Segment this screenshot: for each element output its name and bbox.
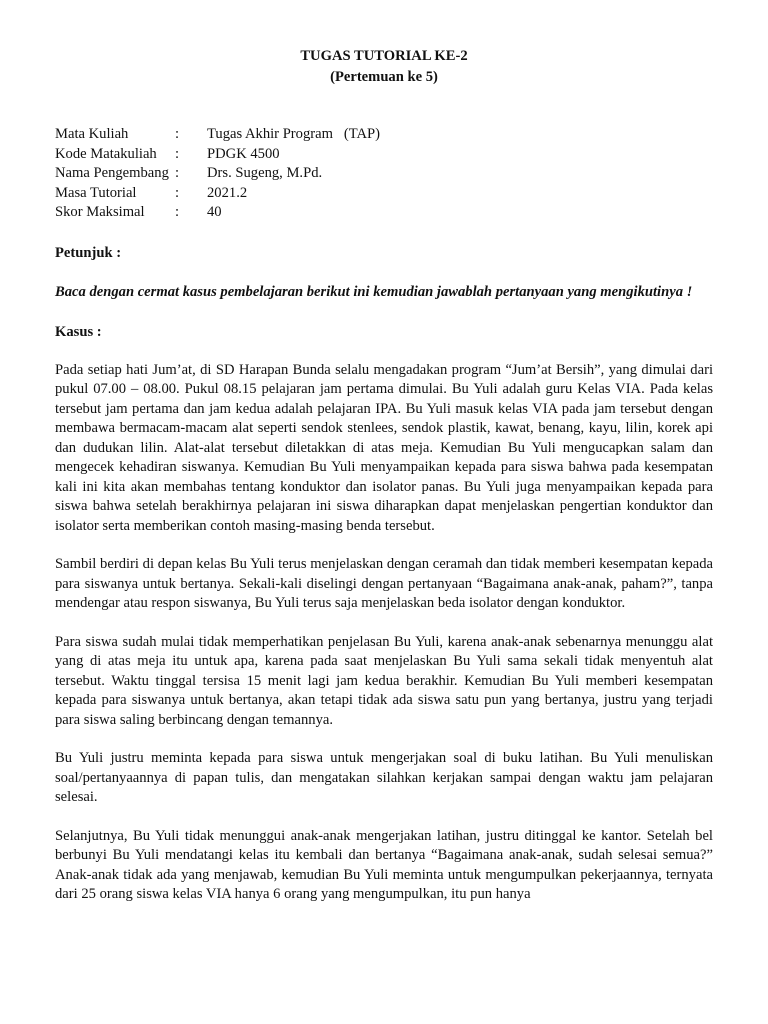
petunjuk-heading: Petunjuk : bbox=[55, 244, 122, 261]
info-value: PDGK 4500 bbox=[207, 145, 280, 162]
kasus-paragraph-1: Pada setiap hati Jum’at, di SD Harapan Bunda selalu mengadakan program “Jum’at Bersih”, yang dimulai dari pukul 07.00 – 08.00. Pukul 08.15 pelajaran jam pertama dimulai. Bu Yuli adalah guru Kelas VIA. Pada kelas tersebut jam pertama dan jam kedua adalah pelajaran IPA. Bu Yuli masuk kelas VIA pada jam tersebut dengan membawa bermacam-macam alat seperti sendok stenlees, sendok plastik, kawat, benang, kayu, lilin, korek api dan dudukan lilin. Alat-alat tersebut diletakkan di atas meja. Kemudian Bu Yuli mengucapkan salam dan mengecek kehadiran siswanya. Kemudian Bu Yuli menyampaikan kepada para siswa bahwa pada kesempatan kali ini kita akan membahas tentang konduktor dan isolator panas. Bu Yuli juga menyampaikan kepada para siswa bahwa setelah berakhirnya pelajaran ini siswa diharapkan dapat menjelaskan pengertian konduktor dan isolator serta memberikan contoh masing-masing benda tersebut. bbox=[55, 361, 713, 534]
info-label: Masa Tutorial bbox=[55, 184, 137, 201]
info-separator: : bbox=[175, 165, 180, 182]
info-label: Mata Kuliah bbox=[55, 126, 129, 142]
info-separator: : bbox=[175, 126, 180, 142]
document-page bbox=[55, 46, 713, 905]
petunjuk-text: Baca dengan cermat kasus pembelajaran berikut ini kemudian jawablah pertanyaan yang mengikutinya ! bbox=[55, 283, 693, 300]
kasus-paragraph-5: Selanjutnya, Bu Yuli tidak menunggui anak-anak mengerjakan latihan, justru ditinggal ke kantor. Setelah bel berbunyi Bu Yuli mendatangi kelas itu kembali dan bertanya “Bagaimana anak-anak, sudah selesai semua?” Anak-anak tidak ada yang menjawab, kemudian Bu Yuli meminta untuk mengumpulkan pekerjaannya, ternyata dari 25 orang siswa kelas VIA hanya 6 orang yang mengumpulkan, itu pun hanya bbox=[55, 827, 713, 903]
kasus-paragraph-4: Bu Yuli justru meminta kepada para siswa untuk mengerjakan soal di buku latihan. Bu Yuli menuliskan soal/pertanyaannya di papan tulis, dan mengatakan silahkan kerjakan sampai dengan waktu jam pelajaran selesai. bbox=[55, 750, 713, 806]
kasus-heading: Kasus : bbox=[55, 323, 102, 340]
info-separator: : bbox=[175, 184, 180, 201]
info-separator: : bbox=[175, 145, 180, 162]
info-value: Tugas Akhir Program (TAP) bbox=[207, 126, 381, 142]
info-row-nama-pengembang bbox=[55, 164, 713, 184]
info-row-kode-matakuliah bbox=[55, 145, 713, 165]
document-subtitle: (Pertemuan ke 5) bbox=[330, 69, 438, 85]
info-label: Skor Maksimal bbox=[55, 204, 145, 221]
info-value: 40 bbox=[207, 204, 222, 221]
kasus-paragraph-2: Sambil berdiri di depan kelas Bu Yuli terus menjelaskan dengan ceramah dan tidak memberi kesempatan kepada para siswanya untuk bertanya. Sekali-kali diselingi dengan pertanyaan “Bagaimana anak-anak, paham?”, tanpa mendengar atau respon siswanya, Bu Yuli terus saja menjelaskan beda isolator dengan konduktor. bbox=[55, 556, 713, 612]
info-separator: : bbox=[175, 204, 180, 221]
info-row-masa-tutorial bbox=[55, 184, 713, 204]
title-block bbox=[55, 46, 713, 88]
info-value: Drs. Sugeng, M.Pd. bbox=[207, 165, 323, 182]
info-label: Nama Pengembang bbox=[55, 165, 169, 182]
kasus-paragraph-3: Para siswa sudah mulai tidak memperhatikan penjelasan Bu Yuli, karena anak-anak sebenarnya menunggu alat yang di atas meja itu untuk apa, karena pada saat menjelaskan Bu Yuli sama sekali tidak menyentuh alat tersebut. Waktu tinggal tersisa 15 menit lagi jam kedua berakhir. Kemudian Bu Yuli memberi kesempatan kepada para siswanya untuk bertanya, akan tetapi tidak ada siswa satu pun yang bertanya, justru yang terjadi para siswa saling berbincang dengan temannya. bbox=[55, 633, 713, 728]
info-value: 2021.2 bbox=[207, 184, 248, 201]
document-title: TUGAS TUTORIAL KE-2 bbox=[300, 48, 468, 64]
info-row-mata-kuliah bbox=[55, 125, 713, 145]
info-row-skor-maksimal bbox=[55, 203, 713, 223]
info-label: Kode Matakuliah bbox=[55, 145, 157, 162]
course-info bbox=[55, 125, 713, 223]
